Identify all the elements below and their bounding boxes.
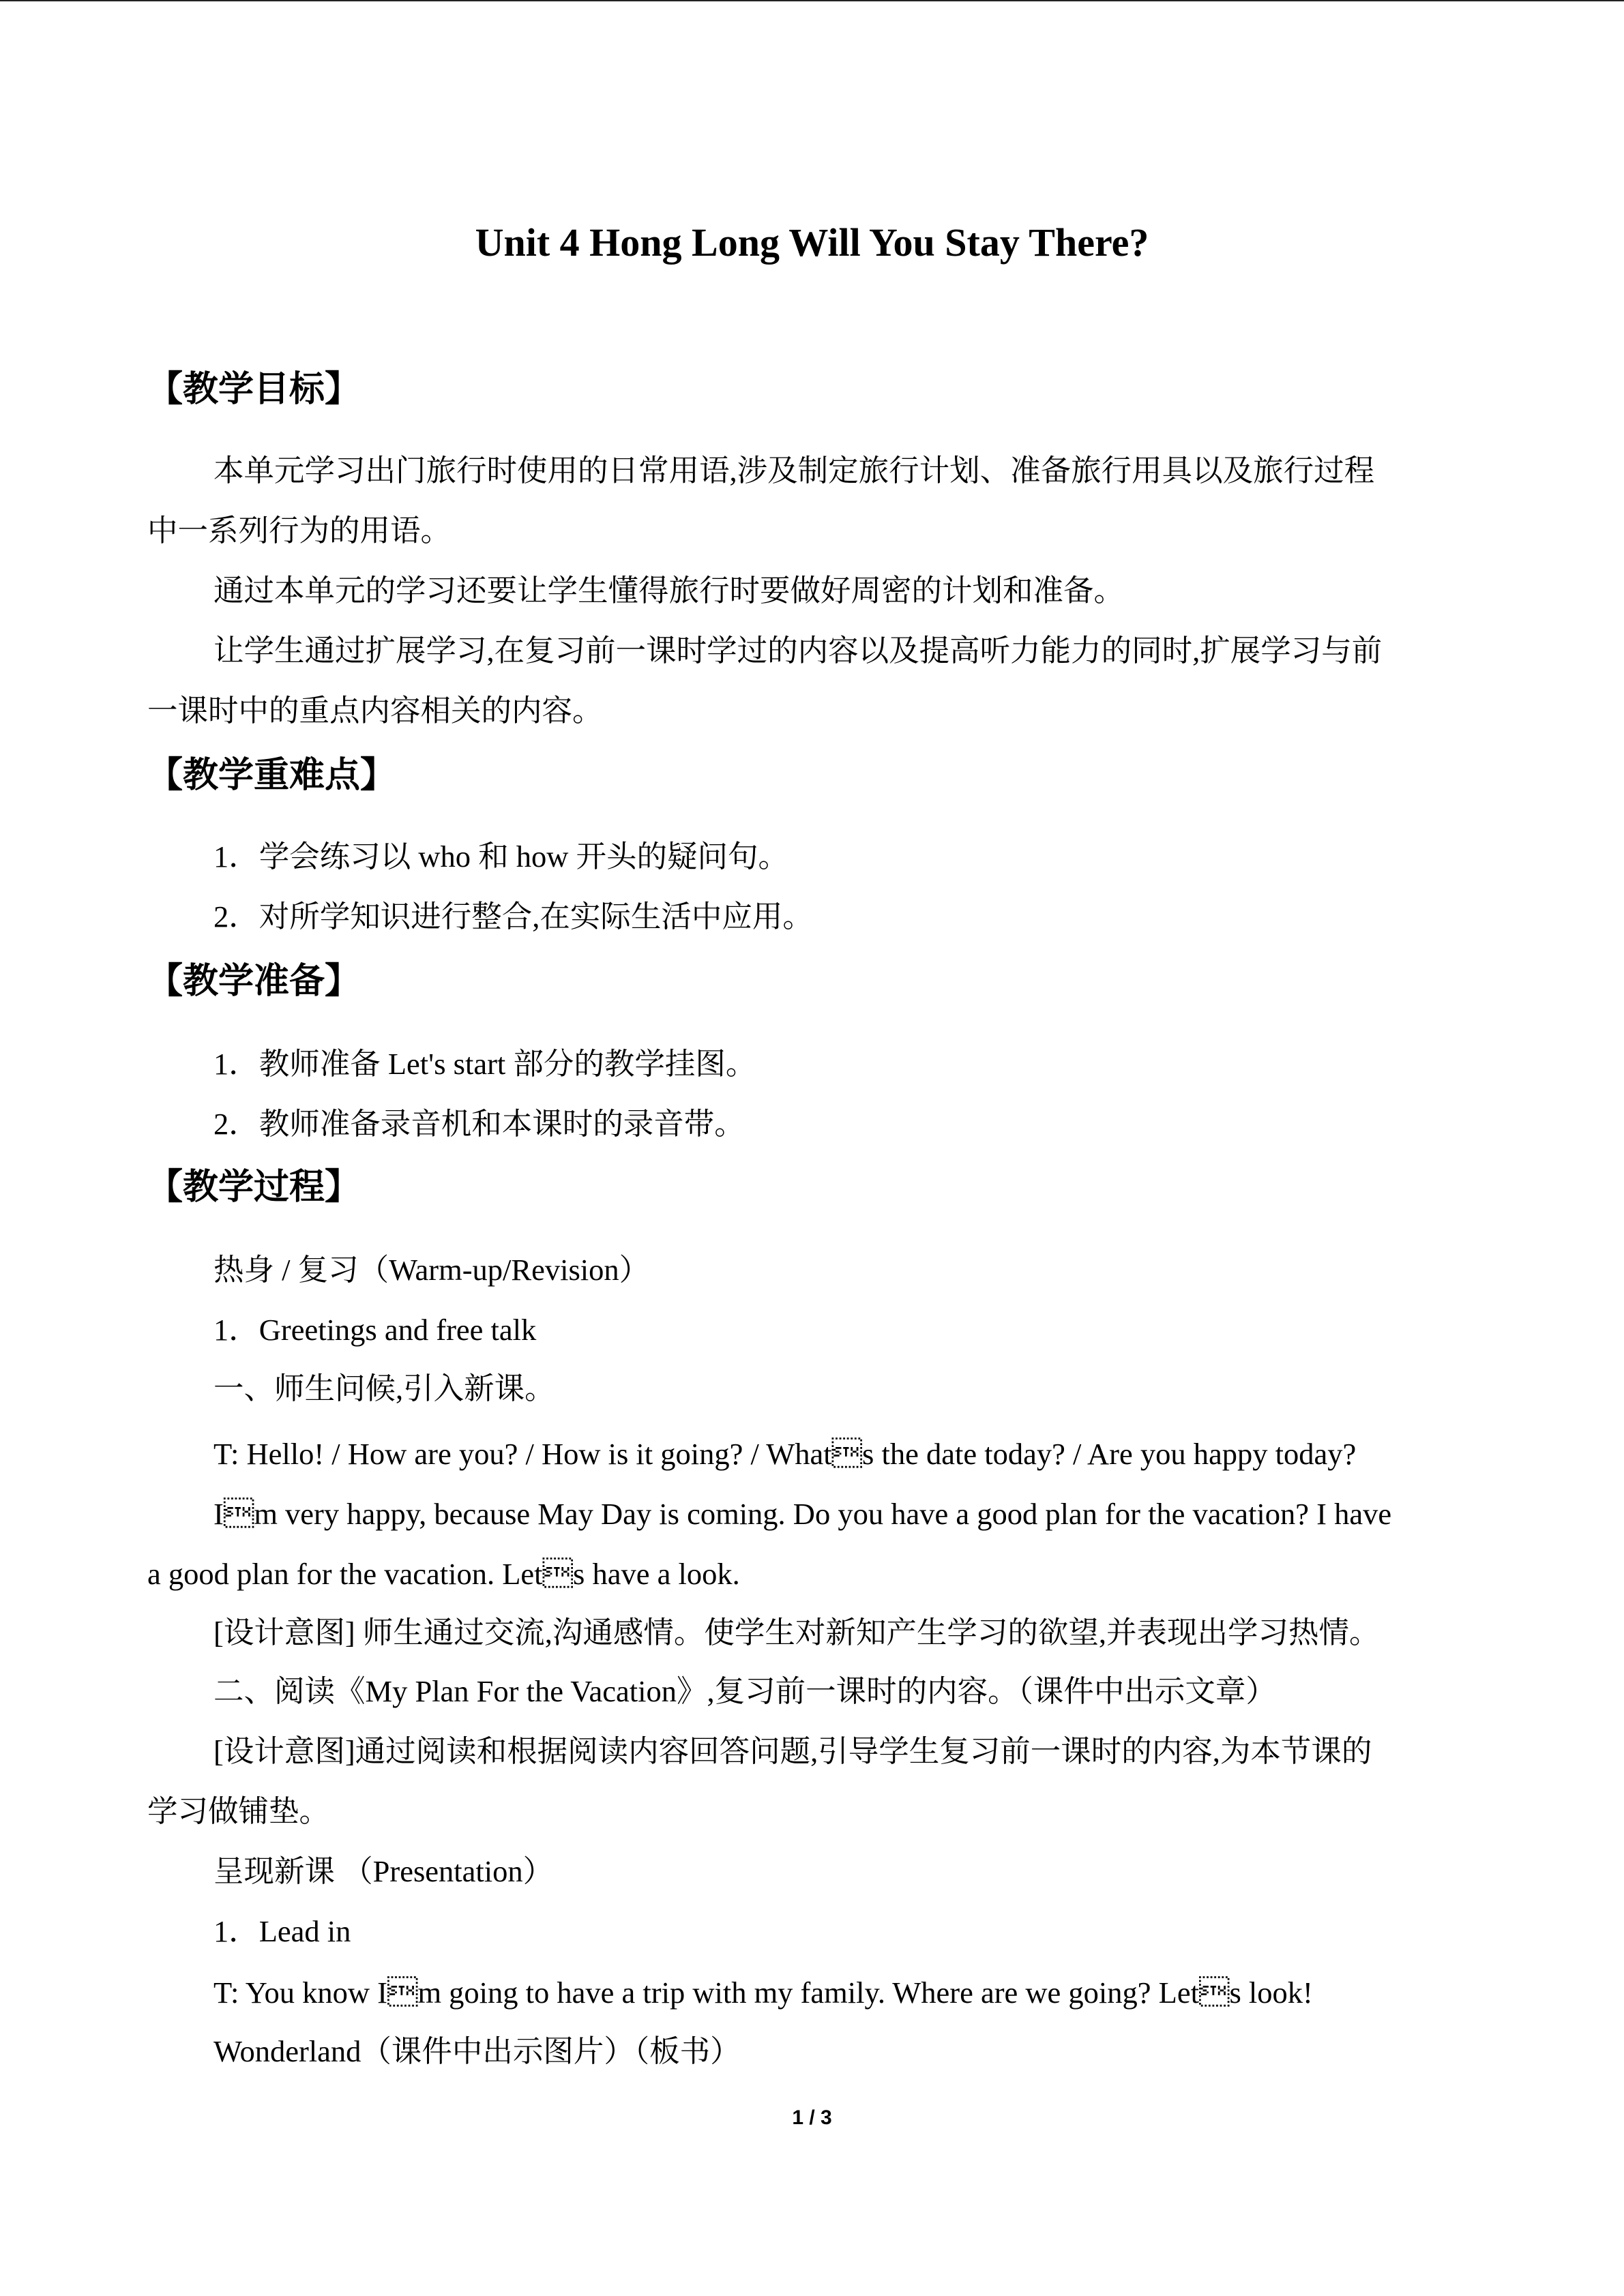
page-number: 1 / 3 — [792, 2106, 832, 2129]
paragraph-line: T: Hello! / How are you? / How is it going? / Whats the date today? / Are you happy today? — [213, 1437, 1357, 1471]
paragraph-line: 1．Lead in — [213, 1914, 351, 1948]
paragraph-line: 学习做铺垫。 — [147, 1794, 330, 1828]
paragraph-line: a good plan for the vacation. Lets have a look. — [147, 1557, 740, 1591]
paragraph-line: 一课时中的重点内容相关的内容。 — [147, 694, 603, 728]
list-item: 1．教师准备 Let's start 部分的教学挂图。 — [213, 1047, 756, 1081]
list-item: 2．教师准备录音机和本课时的录音带。 — [213, 1107, 745, 1141]
paragraph-line: T: You know Im going to have a trip with my family. Where are we going? Lets look! — [213, 1976, 1313, 2010]
document-title: Unit 4 Hong Long Will You Stay There? — [475, 220, 1149, 265]
paragraph-line: Wonderland（课件中出示图片）（板书） — [213, 2034, 741, 2068]
paragraph-line: 让学生通过扩展学习,在复习前一课时学过的内容以及提高听力能力的同时,扩展学习与前 — [213, 633, 1383, 668]
section-heading-key-points: 【教学重难点】 — [147, 755, 396, 796]
paragraph-line: [设计意图] 师生通过交流,沟通感情。使学生对新知产生学习的欲望,并表现出学习热情。 — [213, 1615, 1380, 1650]
list-item: 2．对所学知识进行整合,在实际生活中应用。 — [213, 899, 813, 934]
paragraph-line: 1．Greetings and free talk — [213, 1313, 537, 1347]
paragraph-line: 中一系列行为的用语。 — [147, 513, 452, 548]
paragraph-line: 通过本单元的学习还要让学生懂得旅行时要做好周密的计划和准备。 — [213, 573, 1125, 608]
paragraph-line: 二、阅读《My Plan For the Vacation》,复习前一课时的内容。（课件中出示文章） — [213, 1674, 1276, 1708]
paragraph-line: [设计意图]通过阅读和根据阅读内容回答问题,引导学生复习前一课时的内容,为本节课的 — [213, 1734, 1372, 1768]
section-heading-process: 【教学过程】 — [147, 1167, 361, 1208]
paragraph-line: Im very happy, because May Day is coming. Do you have a good plan for the vacation? I have — [213, 1497, 1392, 1531]
section-heading-preparation: 【教学准备】 — [147, 961, 361, 1002]
paragraph-line: 本单元学习出门旅行时使用的日常用语,涉及制定旅行计划、准备旅行用具以及旅行过程 — [213, 453, 1375, 488]
section-heading-objectives: 【教学目标】 — [147, 369, 361, 410]
paragraph-line: 热身 / 复习（Warm-up/Revision） — [213, 1253, 650, 1287]
list-item: 1．学会练习以 who 和 how 开头的疑问句。 — [213, 839, 789, 874]
paragraph-line: 一、师生问候,引入新课。 — [213, 1371, 555, 1405]
paragraph-line: 呈现新课 （Presentation） — [213, 1854, 554, 1888]
